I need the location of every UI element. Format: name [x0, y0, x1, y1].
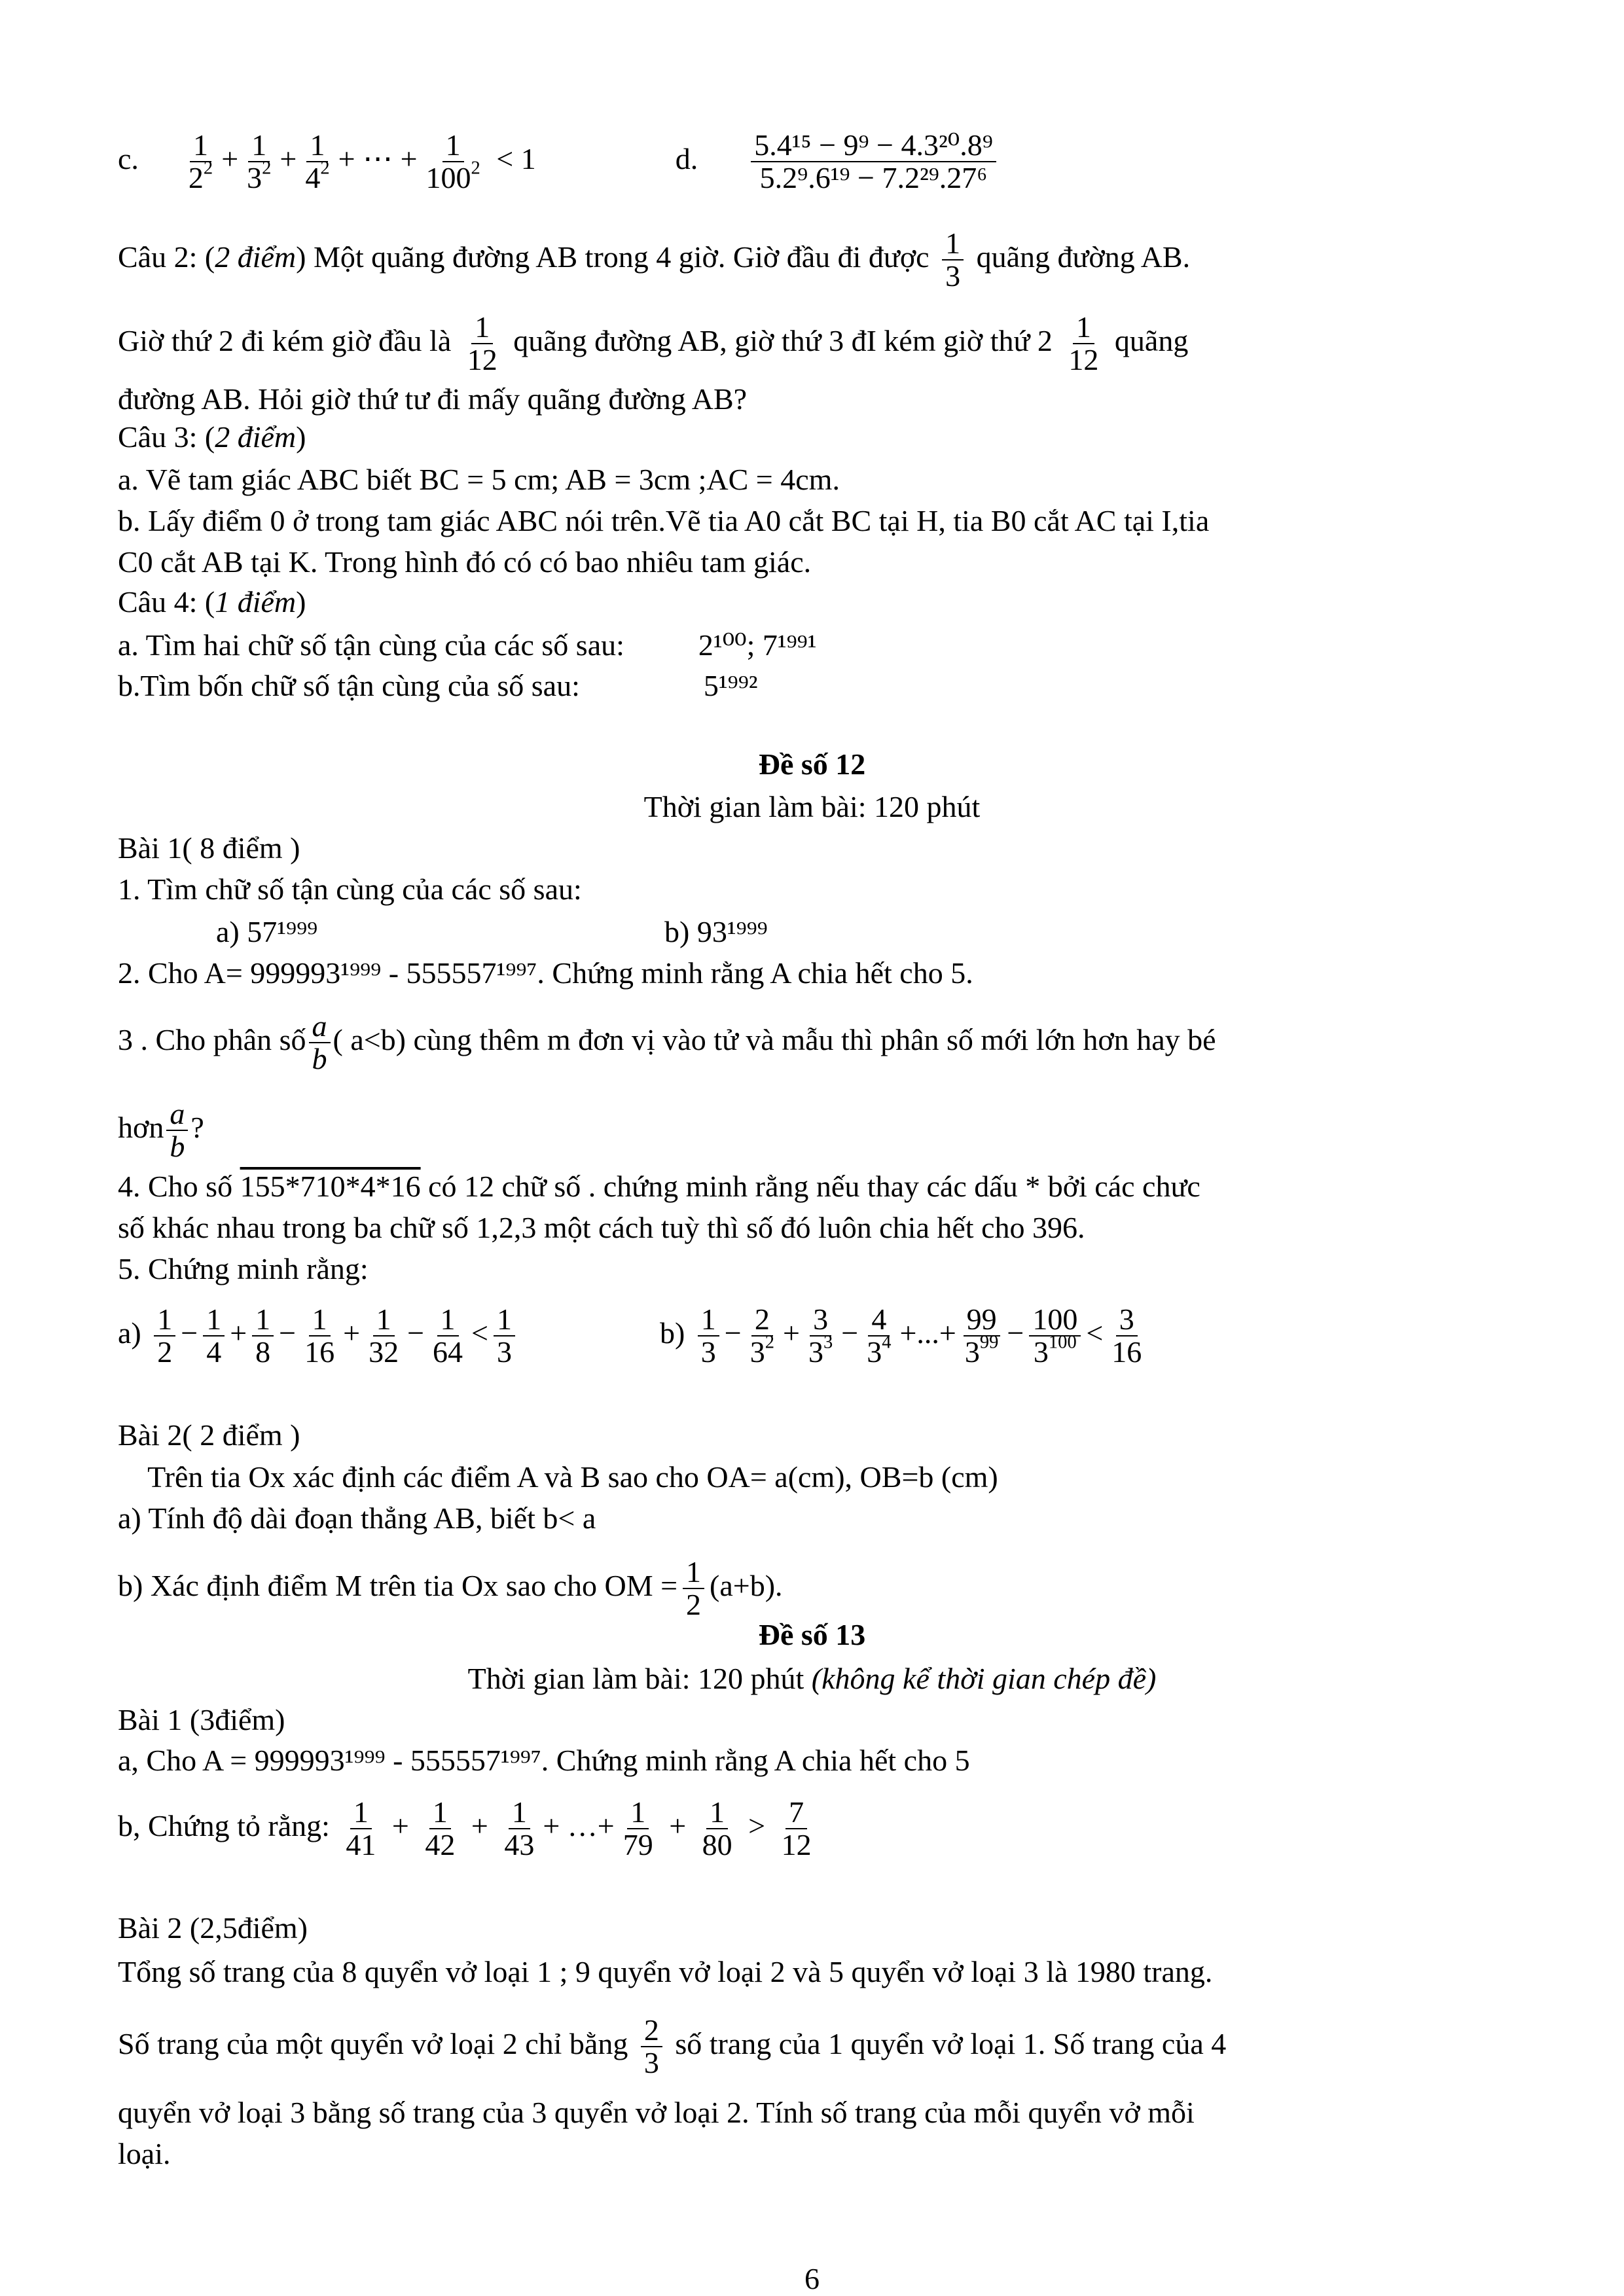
de13-title: Đề số 13	[758, 1618, 866, 1651]
q2-text-1a: Câu 2: (2 điểm) Một quãng đường AB trong 4 giờ. Giờ đầu đi được	[118, 240, 929, 274]
q4-a-values: 2¹⁰⁰; 7¹⁹⁹¹	[698, 628, 817, 662]
de13-time: Thời gian làm bài: 120 phút (không kể thời gian chép đề)	[467, 1662, 1157, 1695]
expr-d-numerator: 5.4¹⁵ − 9⁹ − 4.3²⁰.8⁹	[751, 130, 996, 162]
q4-b-value: 5¹⁹⁹²	[703, 669, 758, 702]
de12-p1a: a) 57¹⁹⁹⁹	[216, 915, 318, 948]
de13-bai2: Bài 2 (2,5điểm)	[118, 1911, 308, 1945]
q2-line-1: Câu 2: (2 điểm) Một quãng đường AB trong 4 giờ. Giờ đầu đi được $\frac{1}{3}$ quãng đường AB.	[118, 226, 1191, 293]
de12-p3-line2: hơn $\frac{a}{b}$ ?	[118, 1097, 204, 1164]
de12-p4-line2: số khác nhau trong ba chữ số 1,2,3 một cách tuỳ thì số đó luôn chia hết cho 396.	[118, 1211, 1085, 1244]
q3-b-2: C0 cắt AB tại K. Trong hình đó có có bao nhiêu tam giác.	[118, 545, 812, 579]
q2-text-1b: quãng đường AB.	[976, 240, 1191, 274]
frac-1-2sq: $\frac{1}{2^2}$	[188, 128, 213, 195]
expr-c-tail: < 1	[496, 141, 536, 175]
de12-bai2-intro: Trên tia Ox xác định các điểm A và B sao cho OA= a(cm), OB=b (cm)	[118, 1460, 998, 1494]
label-c: c.	[118, 141, 139, 175]
de12-p5: 5. Chứng minh rằng:	[118, 1252, 369, 1285]
de13-a: a, Cho A = 999993¹⁹⁹⁹ - 555557¹⁹⁹⁷. Chứng minh rằng A chia hết cho 5	[118, 1744, 970, 1777]
q4-b: b.Tìm bốn chữ số tận cùng của số sau: 5¹⁹⁹²	[118, 669, 758, 702]
frac-1-3sq: $\frac{1}{3^2}$	[247, 128, 272, 195]
de12-bai2: Bài 2( 2 điểm )	[118, 1418, 300, 1452]
de12-p3-line1: 3 . Cho phân số $\frac{a}{b}$ ( a<b) cùng thêm m đơn vị vào tử và mẫu thì phân số mới lớn hơn hay bé	[118, 1009, 1216, 1076]
page-number: 6	[804, 2262, 820, 2295]
q4-a: a. Tìm hai chữ số tận cùng của các số sau: 2¹⁰⁰; 7¹⁹⁹¹	[118, 628, 817, 662]
de12-p4-line1: 4. Cho số 155*710*4*16 có 12 chữ số . chứng minh rằng nếu thay các dấu * bởi các chưc	[118, 1170, 1200, 1203]
de12-bai2-a: a) Tính độ dài đoạn thẳng AB, biết b< a	[118, 1501, 596, 1535]
q3-a: a. Vẽ tam giác ABC biết BC = 5 cm; AB = 3cm ;AC = 4cm.	[118, 463, 840, 496]
expr-d-denominator: 5.2⁹.6¹⁹ − 7.2²⁹.27⁶	[759, 161, 988, 195]
de12-p1b: b) 93¹⁹⁹⁹	[664, 915, 768, 948]
de13-b: b, Chứng tỏ rằng: $\frac{1}{41}$ + $\frac{1}{42}$ + $\frac{1}{43}$ + …+ $\frac{1}{79}$ + $\frac{1}{80}$ > $\frac{7}{12}$	[118, 1795, 812, 1862]
frac-1-100sq: $\frac{1}{100^2}$	[425, 128, 480, 195]
q3-b-1: b. Lấy điểm 0 ở trong tam giác ABC nói trên.Vẽ tia A0 cắt BC tại H, tia B0 cắt AC tại I,tia	[118, 504, 1210, 537]
q2-text-2c: quãng	[1114, 323, 1189, 357]
de12-bai1: Bài 1( 8 điểm )	[118, 831, 300, 865]
expr-d-fraction	[751, 130, 996, 194]
de12-title: Đề số 12	[758, 747, 866, 781]
de12-p2: 2. Cho A= 999993¹⁹⁹⁹ - 555557¹⁹⁹⁷. Chứng minh rằng A chia hết cho 5.	[118, 956, 973, 990]
de12-bai2-b: b) Xác định điểm M trên tia Ox sao cho OM = $\frac{1}{2}$ (a+b).	[118, 1555, 783, 1622]
de12-p1: 1. Tìm chữ số tận cùng của các số sau:	[118, 872, 582, 906]
q2-line-2: Giờ thứ 2 đi kém giờ đầu là $\frac{1}{12}$ quãng đường AB, giờ thứ 3 đI kém giờ thứ 2 $\frac{1}{12}$ quãng	[118, 310, 1189, 377]
expr-c-d-line: c. $\frac{1}{2^2}$ + $\frac{1}{3^2}$ + $\frac{1}{4^2}$ + ⋯ + $\frac{1}{100^2}$ < 1 d. $\frac{\text{5.4¹⁵ − 9⁹ − 4.3²⁰.8⁹}}{\text{5.2⁹.6¹⁹ − 7.2²⁹.27⁶}}$	[118, 130, 1001, 194]
de12-time: Thời gian làm bài: 120 phút	[643, 790, 981, 823]
q2-text-2b: quãng đường AB, giờ thứ 3 đI kém giờ thứ 2	[513, 323, 1053, 357]
de13-bai1: Bài 1 (3điểm)	[118, 1703, 285, 1736]
de13-bai2-l3: quyển vở loại 3 bằng số trang của 3 quyển vở loại 2. Tính số trang của mỗi quyển vở mỗi	[118, 2096, 1195, 2129]
q2-text-2a: Giờ thứ 2 đi kém giờ đầu là	[118, 323, 452, 357]
de13-bai2-l4: loại.	[118, 2137, 171, 2170]
q3-title: Câu 3: (2 điểm)	[118, 420, 306, 454]
de13-bai2-l1: Tổng số trang của 8 quyển vở loại 1 ; 9 quyển vở loại 2 và 5 quyển vở loại 3 là 1980 trang.	[118, 1955, 1213, 1988]
de12-p5-exprs: a) $\frac{1}{2}$ − $\frac{1}{4}$ + $\frac{1}{8}$ − $\frac{1}{16}$ + $\frac{1}{32}$ − $\frac{1}{64}$ < $\frac{1}{3}$ b) $\frac{1}{3}$ − $\frac{2}{3^2}$ + $\frac{3}{3^3}$ − $\frac{4}{3^4}$ +...+ $\frac{99}{3^{99}}$ − $\frac{100}{3^{100}}$ < $\frac{3}{16}$	[118, 1302, 1142, 1369]
overlined-number: 155*710*4*16	[240, 1170, 421, 1203]
label-d: d.	[675, 141, 698, 175]
frac-1-4sq: $\frac{1}{4^2}$	[305, 128, 330, 195]
q2-line-3: đường AB. Hỏi giờ thứ tư đi mấy quãng đường AB?	[118, 382, 748, 416]
de13-bai2-l2: Số trang của một quyển vở loại 2 chỉ bằng $\frac{2}{3}$ số trang của 1 quyển vở loại 1. Số trang của 4	[118, 2013, 1227, 2080]
q4-title: Câu 4: (1 điểm)	[118, 585, 306, 619]
